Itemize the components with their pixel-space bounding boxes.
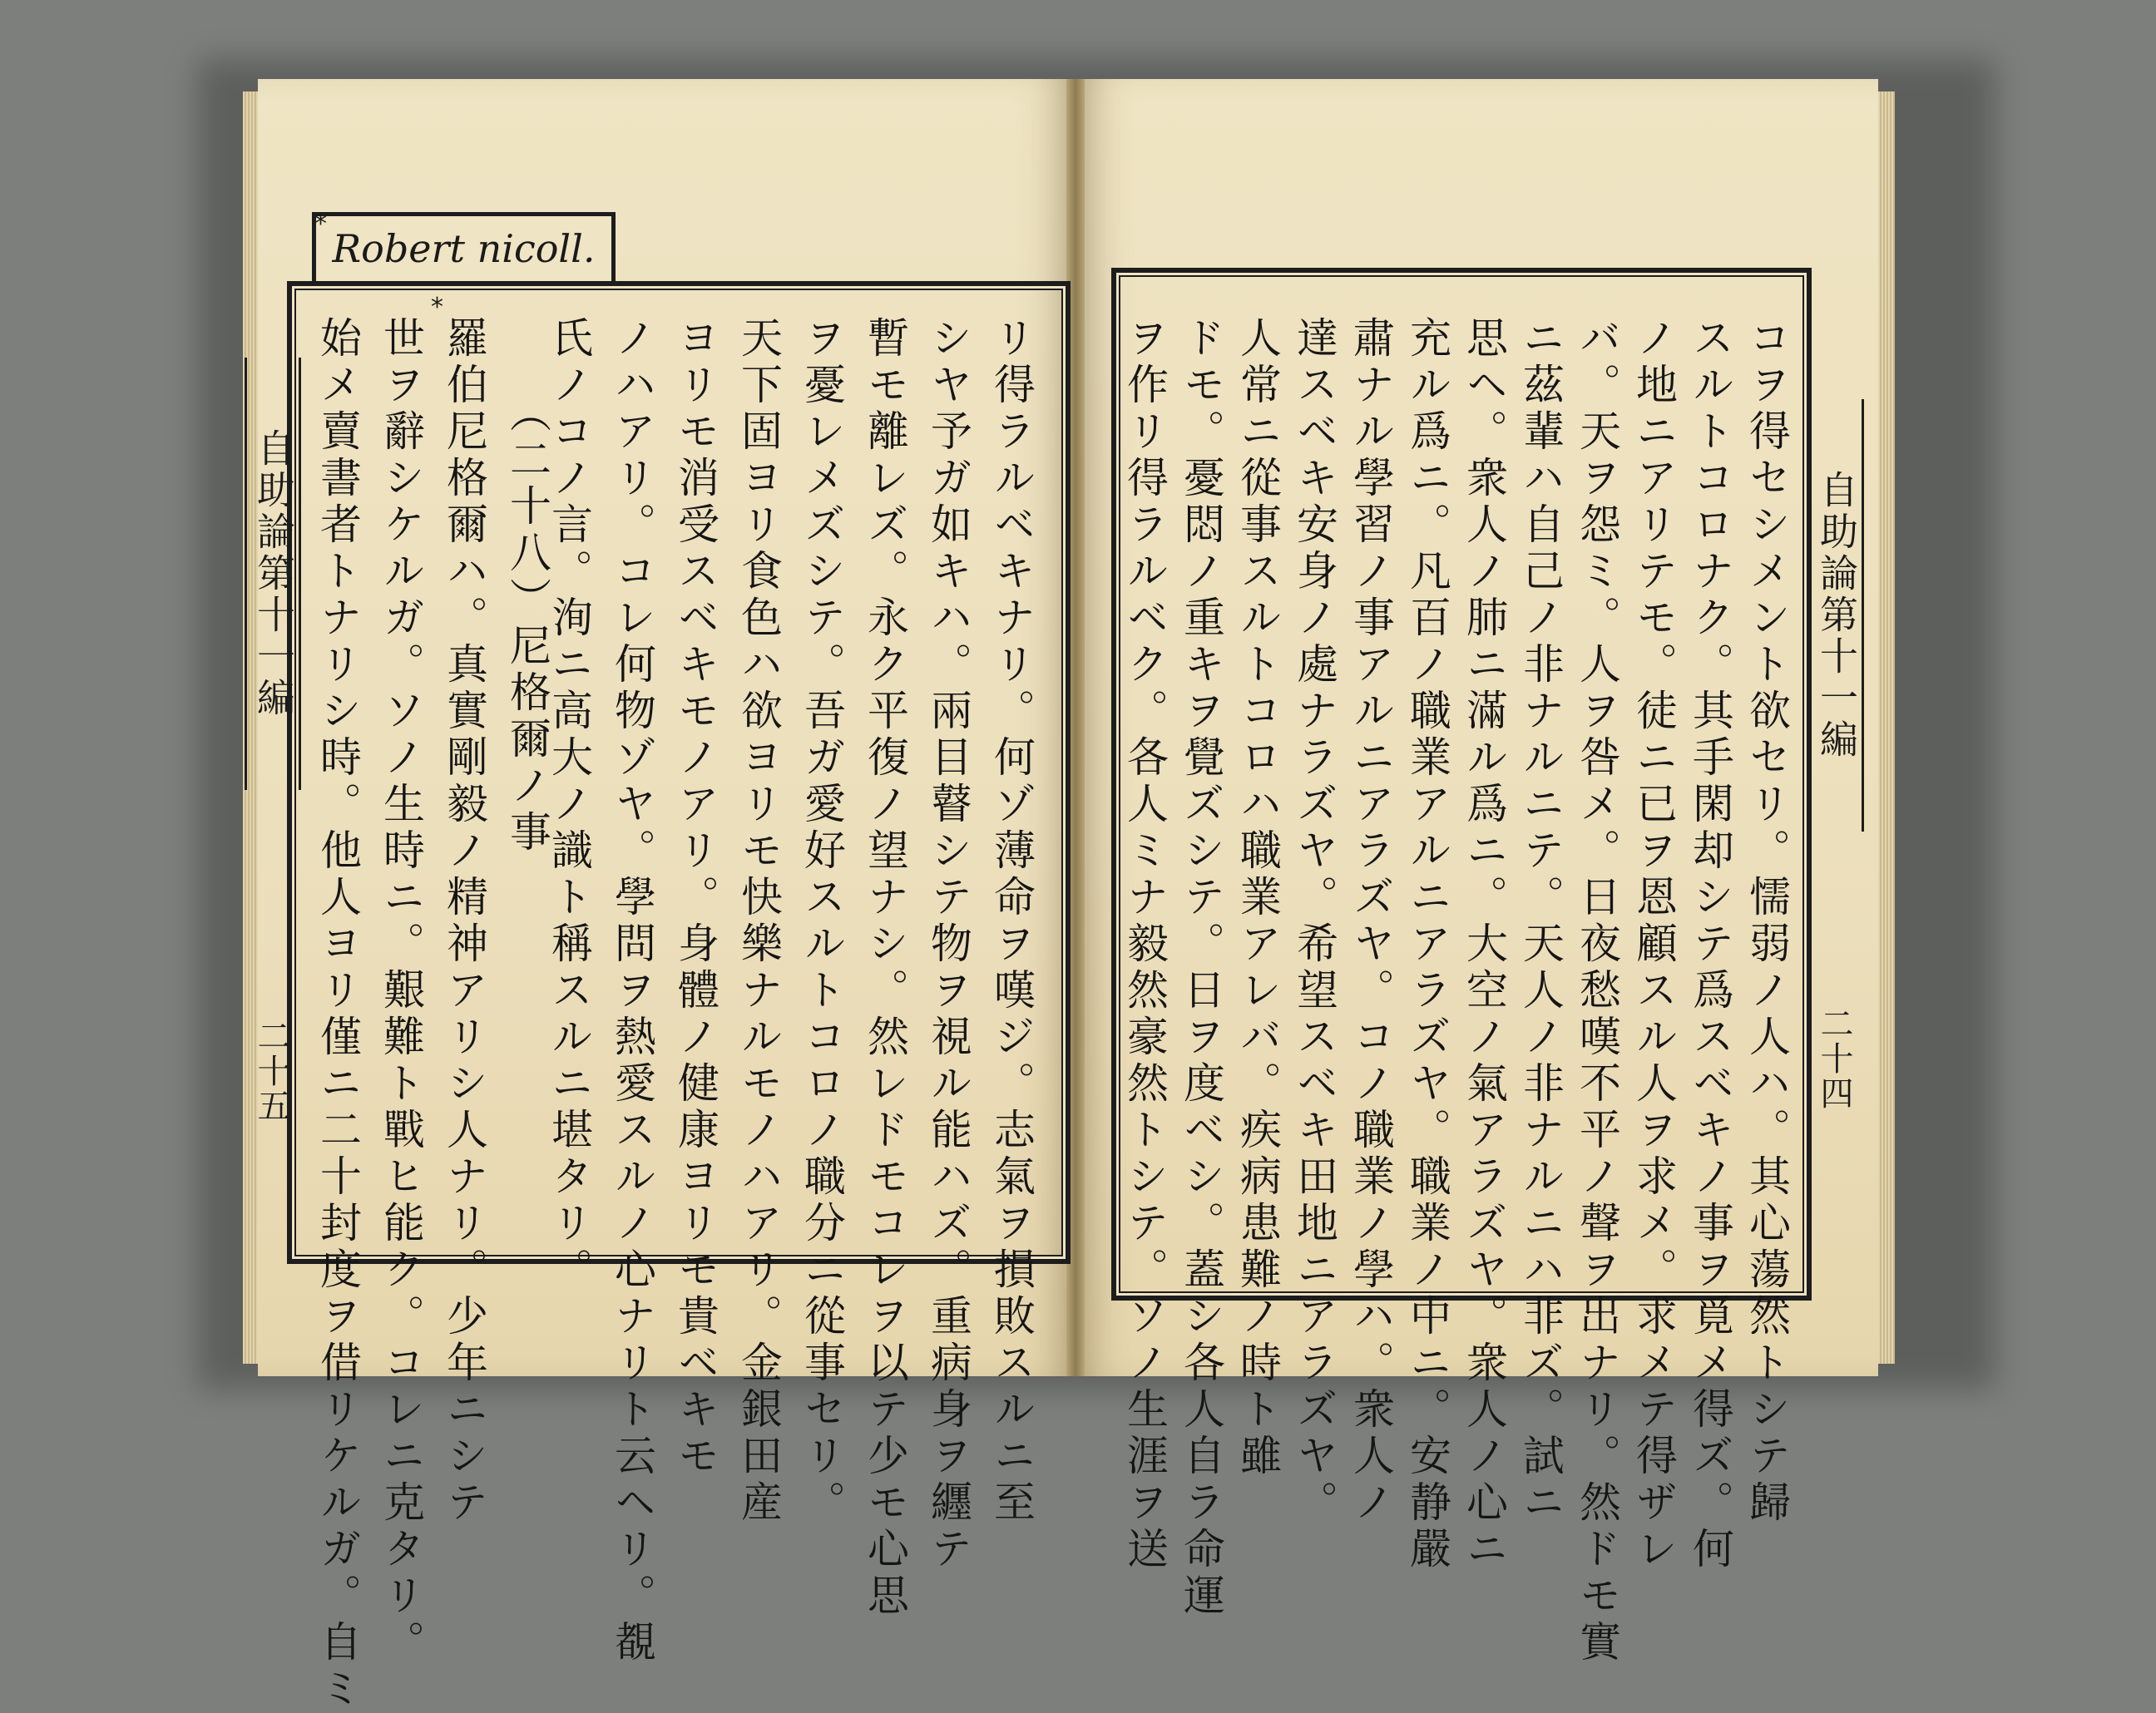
text-column: ヲ作リ得ラルベク。各人ミナ毅然豪然トシテ。ソノ生涯ヲ送 bbox=[1120, 316, 1169, 1573]
section-heading: （二十八）尼格爾ノ事 bbox=[503, 391, 551, 856]
right-page-number: 二十四 bbox=[1815, 1006, 1853, 1111]
text-column: ドモ。憂悶ノ重キヲ覺ズシテ。日ヲ度ベシ。蓋シ各人自ラ命運 bbox=[1177, 316, 1225, 1620]
text-column: コヲ得セシメント欲セリ。懦弱ノ人ハ。其心蕩然トシテ歸 bbox=[1743, 316, 1791, 1527]
text-column: 世ヲ辭シケルガ。ソノ生時ニ。艱難ト戰ヒ能ク。コレニ克タリ。 bbox=[377, 316, 425, 1666]
text-column: ノハアリ。コレ何物ゾヤ。學問ヲ熱愛スルノ心ナリト云ヘリ。覩 bbox=[608, 316, 656, 1666]
asterisk-mark-column: * bbox=[431, 293, 443, 322]
asterisk-mark: * bbox=[314, 210, 327, 239]
text-column: 羅伯尼格爾ハ。真實剛毅ノ精神アリシ人ナリ。少年ニシテ bbox=[440, 316, 488, 1527]
text-column: 暫モ離レズ。永ク平復ノ望ナシ。然レドモコレヲ以テ少モ心思 bbox=[861, 316, 909, 1620]
text-column: 充ル爲ニ。凡百ノ職業アルニアラズヤ。職業ノ中ニ。安静嚴 bbox=[1403, 316, 1451, 1573]
text-column: ヨリモ消受スベキモノアリ。身體ノ健康ヨリモ貴ベキモ bbox=[671, 316, 719, 1480]
right-running-title: 自助論第十一編 bbox=[1807, 399, 1864, 832]
text-column: 達スベキ安身ノ處ナラズヤ。希望スベキ田地ニアラズヤ。 bbox=[1290, 316, 1338, 1527]
text-column: ヲ憂レメズシテ。吾ガ愛好スルトコロノ職分ニ從事セリ。 bbox=[798, 316, 846, 1527]
right-fore-edge bbox=[1878, 91, 1895, 1364]
text-column: ニ茲輩ハ自己ノ非ナルニテ。天人ノ非ナルニハ非ズ。試ニ bbox=[1516, 316, 1565, 1527]
text-column: シヤ予ガ如キハ。兩目瞽シテ物ヲ視ル能ハズ。重病身ヲ纒テ bbox=[924, 316, 972, 1573]
text-column: 人常ニ從事スルトコロハ職業アレバ。疾病患難ノ時ト雖 bbox=[1234, 316, 1282, 1480]
text-column: 肅ナル學習ノ事アルニアラズヤ。コノ職業ノ學ハ。衆人ノ bbox=[1347, 316, 1395, 1527]
text-column: 始メ賣書者トナリシ時。他人ヨリ僅ニ二十封度ヲ借リケルガ。自ミ bbox=[314, 316, 362, 1713]
text-column: バ。天ヲ怨ミ。人ヲ咎メ。日夜愁嘆不平ノ聲ヲ出ナリ。然ドモ實 bbox=[1573, 316, 1621, 1666]
text-column: ノ地ニアリテモ。徒ニ已ヲ恩顧スル人ヲ求メ。求メテ得ザレ bbox=[1629, 316, 1678, 1573]
text-column: 氏ノコノ言。洵ニ高大ノ識ト稱スルニ堪タリ。 bbox=[545, 316, 593, 1294]
left-page-number: 二十五 bbox=[252, 1019, 290, 1123]
text-column: 天下固ヨリ食色ハ欲ヨリモ快樂ナルモノハアリ。金銀田産 bbox=[734, 316, 783, 1527]
text-column: 思ヘ。衆人ノ肺ニ滿ル爲ニ。大空ノ氣アラズヤ。衆人ノ心ニ bbox=[1460, 316, 1508, 1573]
nameplate-robert-nicoll: Robert nicoll. bbox=[312, 212, 616, 285]
left-running-title: 自助論第十一編 bbox=[245, 358, 301, 790]
text-column: スルトコロナク。其手閑却シテ爲スベキノ事ヲ覓メ得ズ。何 bbox=[1686, 316, 1734, 1573]
text-column: リ得ラルベキナリ。何ゾ薄命ヲ嘆ジ。志氣ヲ損敗スルニ至 bbox=[987, 316, 1036, 1527]
